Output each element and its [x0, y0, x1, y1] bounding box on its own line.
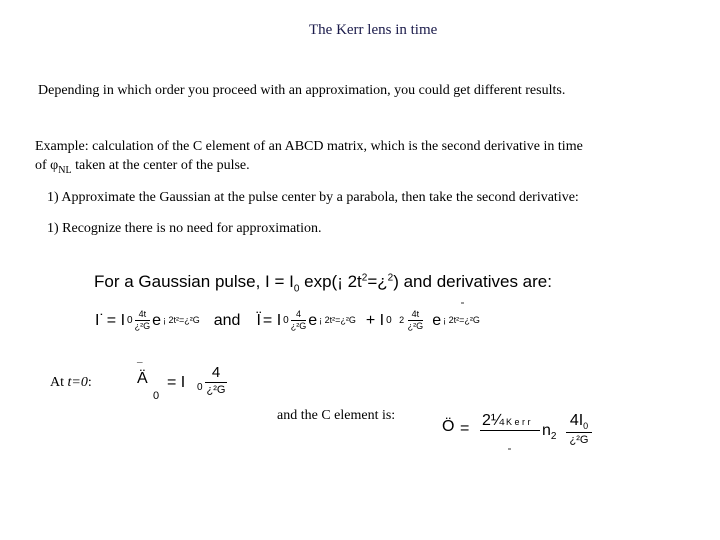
artifact-dot — [461, 302, 464, 304]
at-suffix: : — [87, 375, 92, 390]
i-dot-symbol: I˙ — [95, 311, 105, 329]
c-eq: = — [460, 420, 470, 437]
exp-power-2: ¡ 2t²=¿²G — [319, 315, 356, 325]
c-element-label: and the C element is: — [277, 408, 396, 423]
square-sup: 2 — [399, 315, 405, 325]
t0-subscript: 0 — [153, 390, 160, 402]
t0-eq: = I — [167, 374, 186, 391]
gaussian-tau-sup: 2 — [387, 272, 394, 284]
frac-4t-a — [135, 310, 151, 331]
frac-4 — [291, 310, 307, 331]
n2-term — [542, 422, 556, 442]
gaussian-equation — [94, 272, 552, 294]
at-t0-label — [50, 375, 92, 391]
k-err: K e r r — [506, 417, 531, 427]
derivative-equation — [95, 310, 480, 331]
frac-num: 4 — [295, 309, 301, 319]
frac-den: ¿²G — [206, 384, 226, 396]
example-suffix: taken at the center of the pulse. — [71, 158, 250, 173]
frac-den: ¿²G — [407, 321, 424, 331]
frac2 — [566, 412, 592, 446]
item-approximate: 1) Approximate the Gaussian at the pulse center by a parabola, then take the second derivative: — [47, 190, 579, 205]
t-zero: t=0 — [67, 375, 88, 390]
t0-fraction — [205, 364, 227, 396]
intro-text: Depending in which order you proceed with an approximation, you could get different results. — [38, 83, 566, 98]
frac2-num — [566, 412, 592, 431]
example-line-1: Example: calculation of the C element of an ABCD matrix, which is the second derivative in time — [35, 139, 583, 154]
exp-e-1: e — [152, 311, 161, 329]
four-i: 4I — [569, 412, 584, 429]
frac-num: 4t — [411, 309, 420, 319]
example-line-2 — [35, 158, 250, 176]
artifact-dot-2 — [508, 448, 511, 450]
n2-subscript: 2 — [550, 431, 557, 443]
exp-power-1: ¡ 2t²=¿²G — [162, 315, 200, 325]
gaussian-t-sup: 2 — [361, 272, 368, 284]
overbar: ¯ — [137, 362, 143, 373]
and-text: and — [213, 311, 241, 329]
i-ddot-t0: Ä — [137, 370, 148, 387]
two-pi: 2¼ — [482, 412, 505, 429]
exp-e-2: e — [308, 311, 318, 329]
plus-i0: + I — [365, 311, 385, 329]
c-element-equation — [442, 412, 602, 460]
page-title: The Kerr lens in time — [309, 22, 438, 38]
example-prefix: of — [35, 158, 51, 173]
frac1-bar — [480, 430, 540, 431]
phi-ddot-symbol: Ö — [442, 418, 455, 435]
i-ddot-symbol: Ï — [256, 311, 261, 329]
phi-symbol: φ — [50, 158, 59, 173]
i0-sub-3: 0 — [386, 315, 392, 326]
item-recognize: 1) Recognize there is no need for approximation. — [47, 221, 322, 236]
n-symbol: n — [542, 422, 551, 439]
gaussian-trail: ) and derivatives are: — [393, 272, 552, 291]
exp-e-3: e — [432, 311, 442, 329]
four-i-sub: 0 — [583, 421, 589, 432]
gaussian-i0-sub: 0 — [293, 283, 300, 295]
frac-num: 4t — [138, 309, 147, 319]
i0-sub-2: 0 — [283, 315, 289, 326]
gaussian-exp: exp(¡ 2t — [299, 272, 362, 291]
frac-den: ¿²G — [290, 321, 307, 331]
exp-power-3: ¡ 2t²=¿²G — [443, 315, 480, 325]
frac-den: ¿²G — [134, 321, 151, 331]
i0-sub-1: 0 — [127, 315, 133, 326]
eq2: = I — [262, 311, 282, 329]
frac-4t-b — [408, 310, 424, 331]
phi-subscript: NL — [58, 164, 72, 176]
gaussian-lead: For a Gaussian pulse, I = I — [94, 272, 294, 291]
frac-den: ¿²G — [569, 434, 589, 447]
t0-i0-sub: 0 — [197, 382, 203, 393]
gaussian-tau: =¿ — [367, 272, 388, 291]
at-prefix: At — [50, 375, 68, 390]
eq1: = I — [106, 311, 126, 329]
frac-num: 4 — [211, 364, 221, 381]
